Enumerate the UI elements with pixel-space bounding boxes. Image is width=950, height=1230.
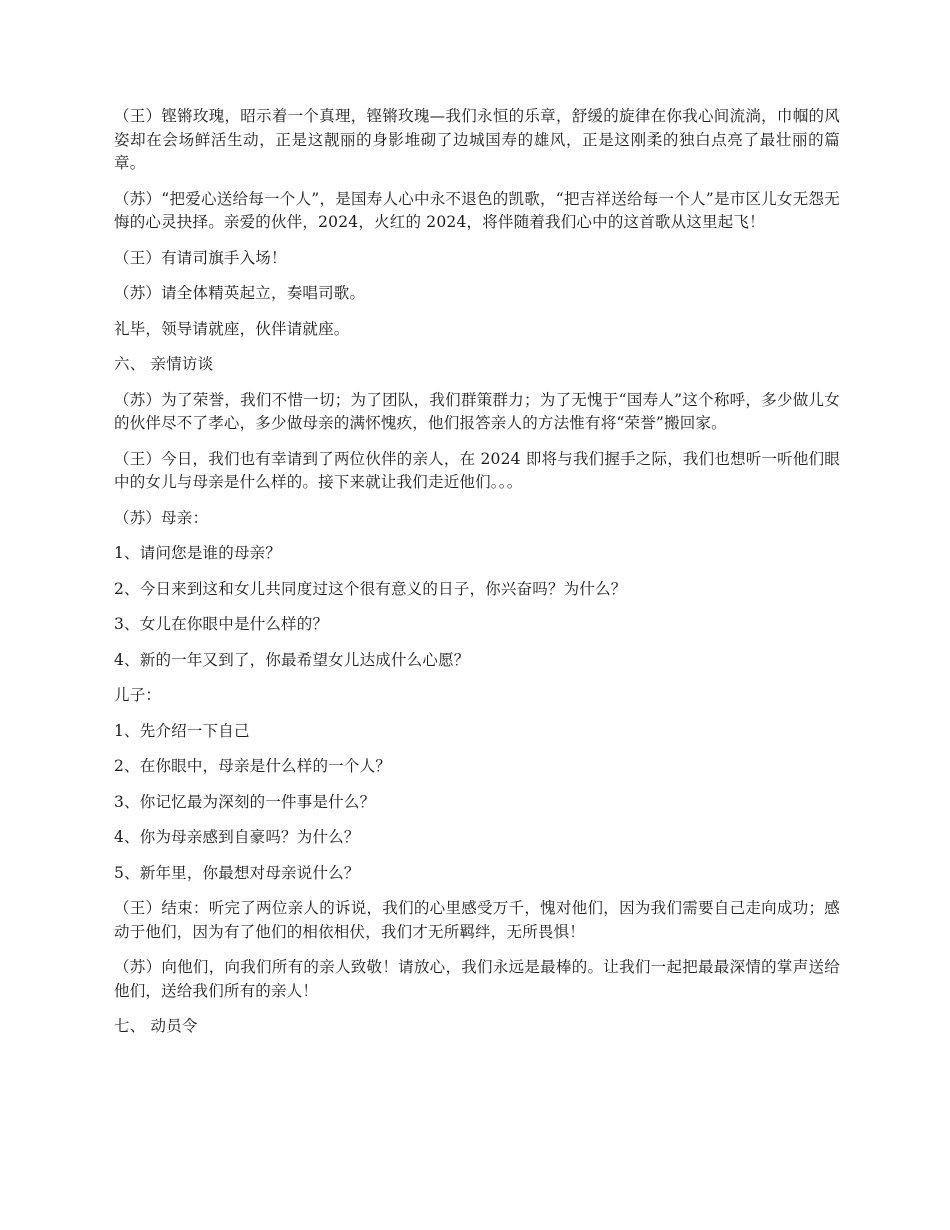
paragraph-su-honor: （苏）为了荣誉，我们不惜一切；为了团队，我们群策群力；为了无愧于“国寿人”这个称呼，多少做儿女的伙伴尽不了孝心，多少做母亲的满怀愧疚，他们报答亲人的方法惟有将“荣誉”搬回家。 [114,390,840,432]
question-son-3: 3、你记忆最为深刻的一件事是什么？ [114,792,376,811]
question-mother-4: 4、新的一年又到了，你最希望女儿达成什么心愿？ [114,650,470,669]
section-heading-family-interview: 六、 亲情访谈 [114,355,214,373]
paragraph-su-love-song: （苏）“把爱心送给每一个人”，是国寿人心中永不退色的凯歌，“把吉祥送给每一个人”是市区儿女无怨无悔的心灵抉择。亲爱的伙伴，2024，火红的 2024，将伴随着我们心中的这首歌从这里起飞！ [114,189,840,231]
paragraph-wang-closing: （王）结束：听完了两位亲人的诉说，我们的心里感受万千，愧对他们，因为我们需要自己走向成功；感动于他们，因为有了他们的相依相伏，我们才无所羁绊，无所畏惧！ [114,899,840,941]
question-son-5: 5、新年里，你最想对母亲说什么？ [114,863,360,882]
paragraph-anthem: （苏）请全体精英起立，奏唱司歌。 [114,284,366,302]
paragraph-wang-relatives: （王）今日，我们也有幸请到了两位伙伴的亲人，在 2024 即将与我们握手之际，我们也想听一听他们眼中的女儿与母亲是什么样的。接下来就让我们走近他们。。。 [114,449,840,491]
paragraph-be-seated: 礼毕，领导请就座，伙伴请就座。 [114,319,350,338]
question-son-1: 1、先介绍一下自己 [114,721,250,740]
paragraph-wang-rose: （王）铿锵玫瑰，昭示着一个真理，铿锵玫瑰—我们永恒的乐章，舒缓的旋律在你我心间流淌，巾帼的风姿却在会场鲜活生动，正是这靓丽的身影堆砌了边城国寿的雄风，正是这刚柔的独白点亮了最壮丽的篇章。 [114,107,840,172]
paragraph-flag-bearers: （王）有请司旗手入场！ [114,248,287,267]
label-mother: （苏）母亲： [114,508,209,527]
paragraph-su-tribute: （苏）向他们，向我们所有的亲人致敬！请放心，我们永远是最棒的。让我们一起把最最深情的掌声送给他们，送给我们所有的亲人！ [114,958,840,1000]
question-mother-3: 3、女儿在你眼中是什么样的？ [114,615,329,633]
question-mother-2: 2、今日来到这和女儿共同度过这个很有意义的日子，你兴奋吗？为什么？ [114,579,627,598]
document-page [114,105,840,1051]
question-son-4: 4、你为母亲感到自豪吗？为什么？ [114,828,360,846]
label-son: 儿子： [114,686,162,704]
question-mother-1: 1、请问您是谁的母亲？ [114,544,282,562]
question-son-2: 2、在你眼中，母亲是什么样的一个人？ [114,757,391,775]
section-heading-mobilization: 七、 动员令 [114,1017,198,1035]
